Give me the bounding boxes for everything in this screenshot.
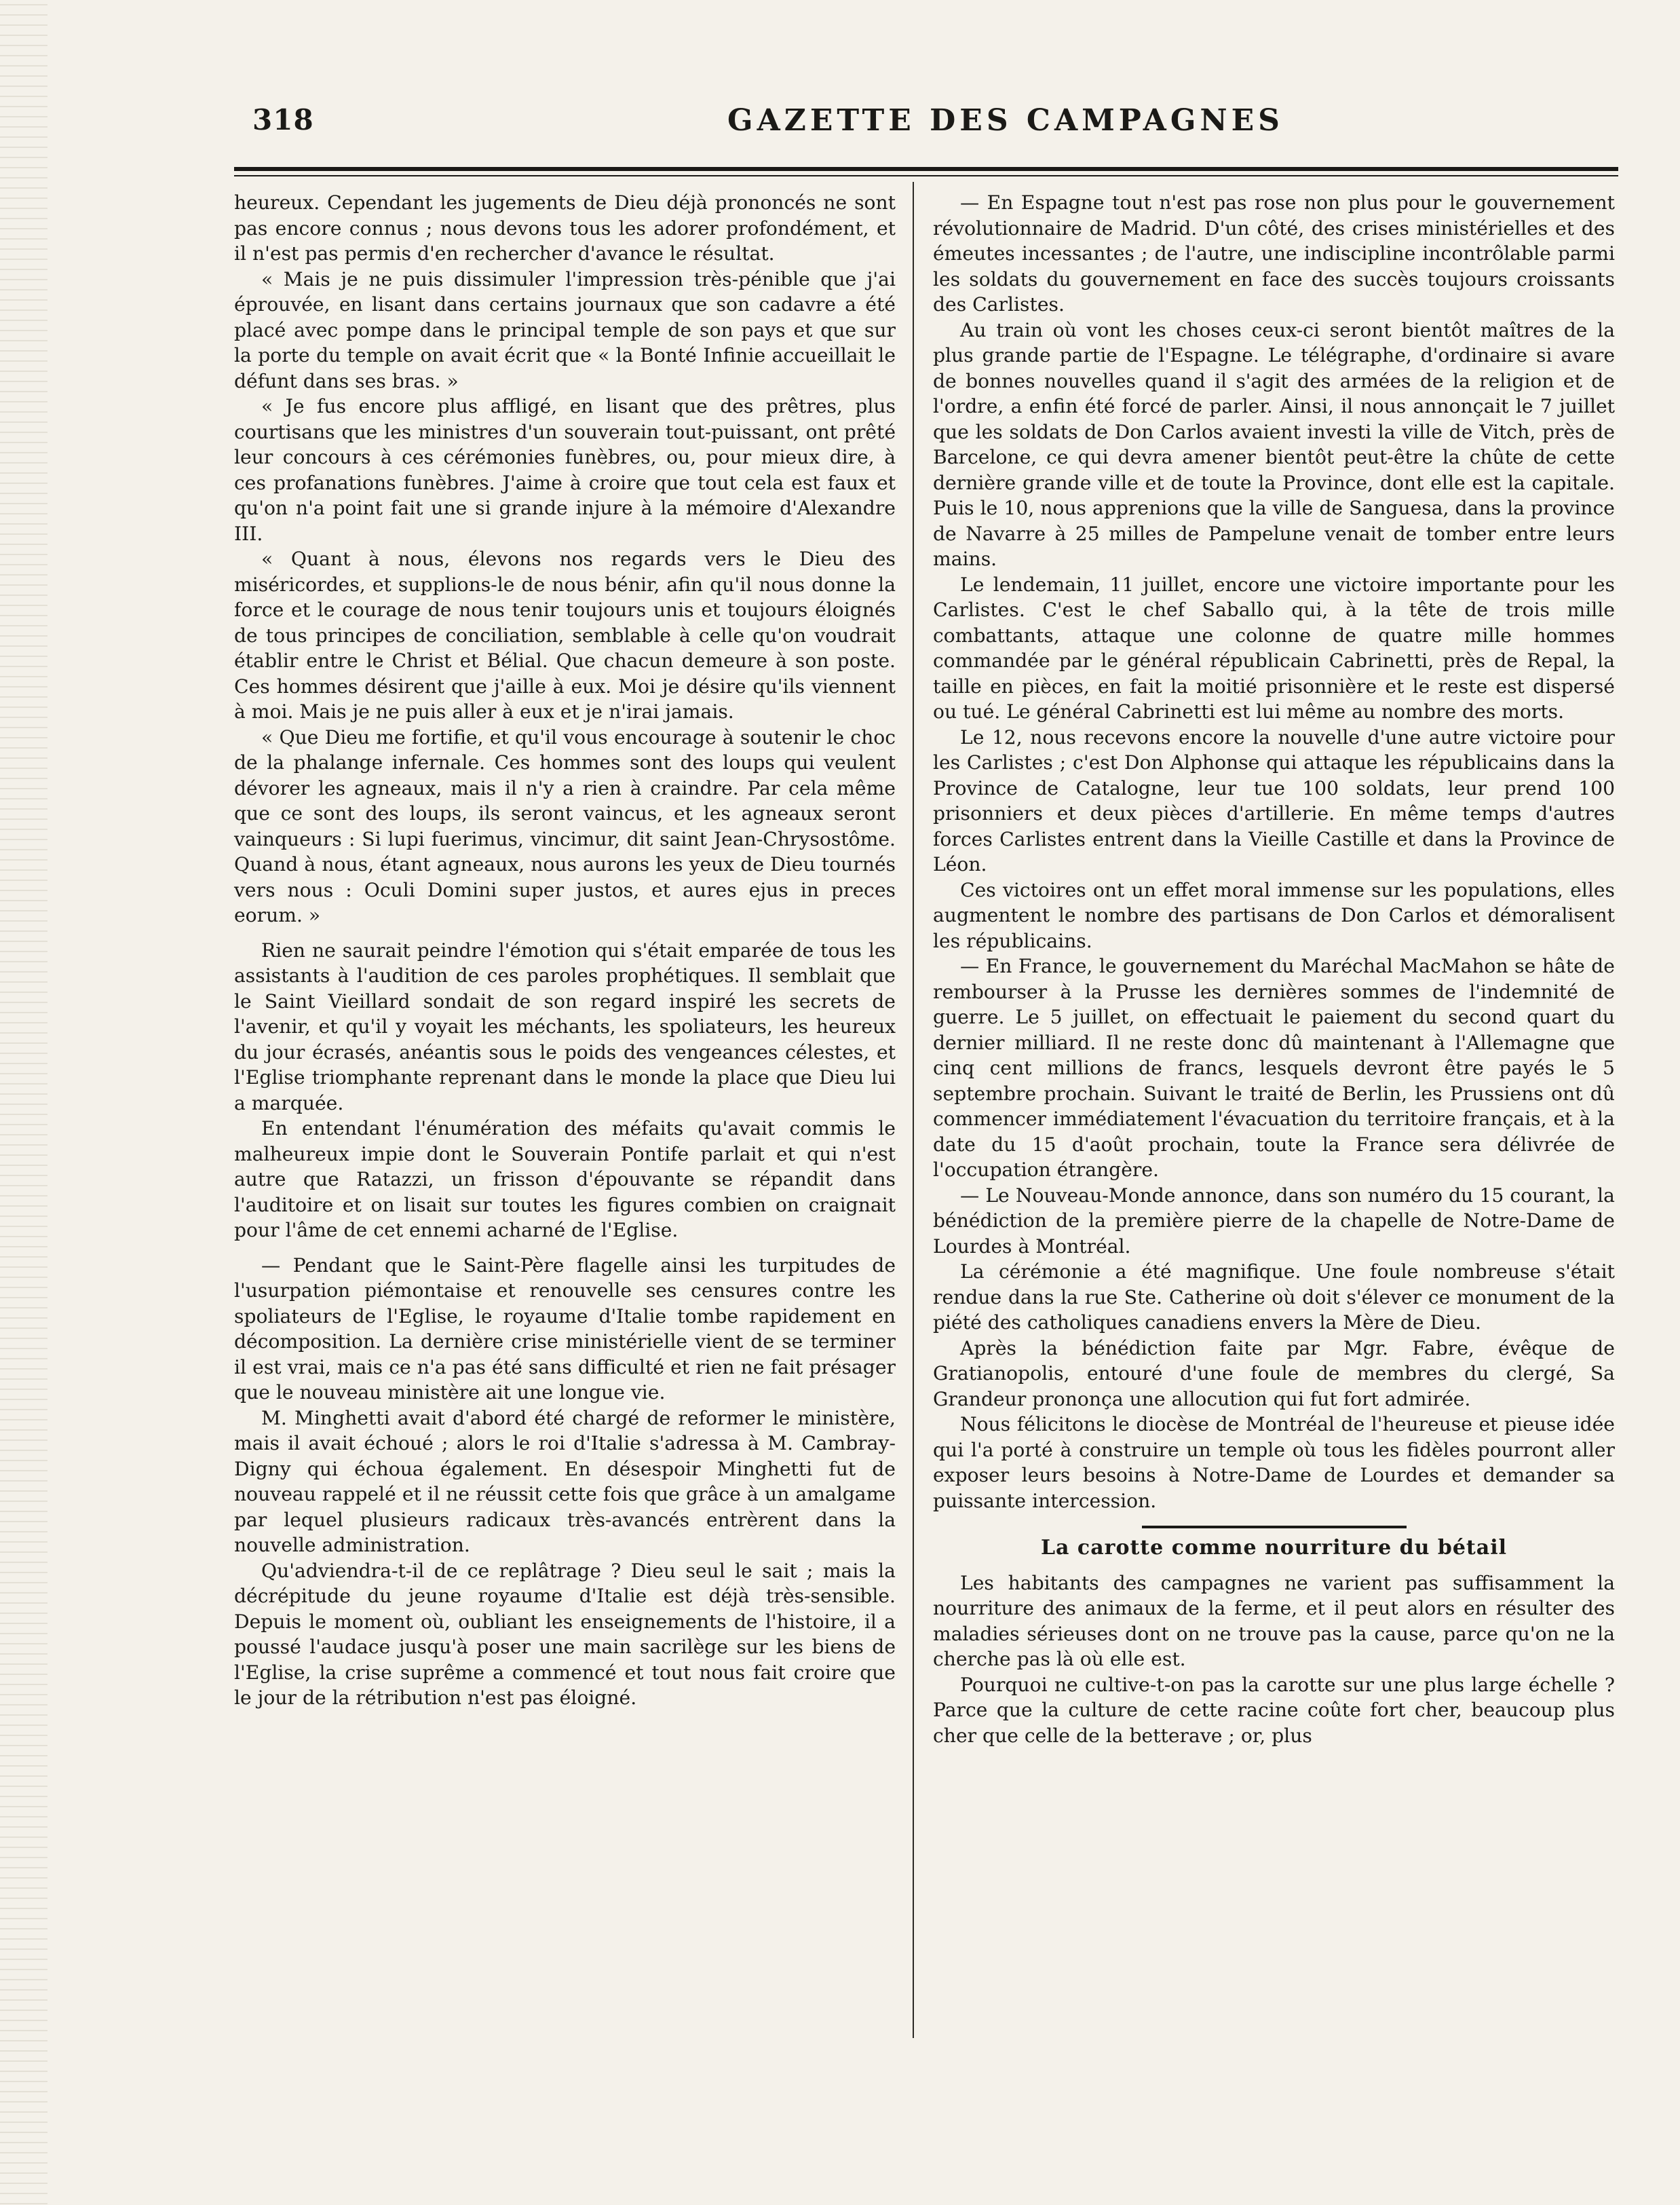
paragraph: Rien ne saurait peindre l'émotion qui s'était emparée de tous les assistants à l'audition de ces paroles prophétiques. Il semblait que le Saint Vieillard sondait de son regard inspiré les secrets de l'avenir, et qu'il y voyait les méchants, les spoliateurs, les heureux du jour écrasés, anéantis sous le poids des vengeances célestes, et l'Eglise triomphante reprenant dans le monde la place que Dieu lui a marquée.	[234, 939, 896, 1114]
paragraph: Ces victoires ont un effet moral immense sur les populations, elles augmentent le nombre des partisans de Don Carlos et démoralisent les républicains.	[933, 878, 1615, 952]
header-rule-thin	[234, 175, 1618, 176]
paragraph: Les habitants des campagnes ne varient pas suffisamment la nourriture des animaux de la ferme, et il peut alors en résulter des maladies sérieuses dont on ne trouve pas la cause, parce qu'on ne la cherche pas là où elle est.	[933, 1571, 1615, 1670]
paragraph: — En France, le gouvernement du Maréchal MacMahon se hâte de rembourser à la Prusse les dernières sommes de l'indemnité de guerre. Le 5 juillet, on effectuait le paiement du second quart du dernier milliard. Il ne reste donc dû maintenant à l'Allemagne que cinq cent millions de francs, lesquels devront être payés le 5 septembre prochain. Suivant le traité de Berlin, les Prussiens ont dû commencer immédiatement l'évacuation du territoire français, et à la date du 15 d'août prochain, toute la France sera délivrée de l'occupation étrangère.	[933, 955, 1615, 1181]
scan-edge-noise	[0, 0, 47, 2205]
paragraph: — Le Nouveau-Monde annonce, dans son numéro du 15 courant, la bénédiction de la première pierre de la chapelle de Notre-Dame de Lourdes à Montréal.	[933, 1184, 1615, 1258]
paragraph: — En Espagne tout n'est pas rose non plus pour le gouvernement révolutionnaire de Madrid. D'un côté, des crises ministérielles et des émeutes incessantes ; de l'autre, une indiscipline incontrôlable parmi les soldats du gouvernement en face des succès toujours croissants des Carlistes.	[933, 191, 1615, 316]
paragraph: Pourquoi ne cultive-t-on pas la carotte sur une plus large échelle ? Parce que la culture de cette racine coûte fort cher, beaucoup plus cher que celle de la betterave ; or, plus	[933, 1673, 1615, 1747]
paragraph: En entendant l'énumération des méfaits qu'avait commis le malheureux impie dont le Souverain Pontife parlait et qui n'est autre que Ratazzi, un frisson d'épouvante se répandit dans l'auditoire et on lisait sur toutes les figures combien on craignait pour l'âme de cet ennemi acharné de l'Eglise.	[234, 1117, 896, 1241]
section-rule	[1142, 1526, 1407, 1528]
paragraph: La cérémonie a été magnifique. Une foule nombreuse s'était rendue dans la rue Ste. Catherine où doit s'élever ce monument de la piété des catholiques canadiens envers la Mère de Dieu.	[933, 1260, 1615, 1334]
right-column	[933, 190, 1615, 1748]
paragraph: « Je fus encore plus affligé, en lisant que des prêtres, plus courtisans que les ministres d'un souverain tout-puissant, ont prêté leur concours à ces cérémonies funèbres, ou, pour mieux dire, à ces profanations funèbres. J'aime à croire que tout cela est faux et qu'on n'a point fait une si grande injure à la mémoire d'Alexandre III.	[234, 395, 896, 545]
paragraph: M. Minghetti avait d'abord été chargé de reformer le ministère, mais il avait échoué ; alors le roi d'Italie s'adressa à M. Cambray-Digny qui échoua également. En désespoir Minghetti fut de nouveau rappelé et il ne réussit cette fois que grâce à un amalgame par lequel plusieurs radicaux très-avancés entrèrent dans la nouvelle administration.	[234, 1406, 896, 1556]
paragraph: Le 12, nous recevons encore la nouvelle d'une autre victoire pour les Carlistes ; c'est Don Alphonse qui attaque les républicains dans la Province de Catalogne, leur tue 100 soldats, leur prend 100 prisonniers et deux pièces d'artillerie. En même temps d'autres forces Carlistes entrent dans la Vieille Castille et dans la Province de Léon.	[933, 725, 1615, 875]
running-title: GAZETTE DES CAMPAGNES	[727, 103, 1284, 138]
section-heading: La carotte comme nourriture du bétail	[1040, 1536, 1508, 1560]
paragraph: « Mais je ne puis dissimuler l'impression très-pénible que j'ai éprouvée, en lisant dans certains journaux que son cadavre a été placé avec pompe dans le principal temple de son pays et que sur la porte du temple on avait écrit que « la Bonté Infinie accueillait le défunt dans ses bras. »	[234, 267, 896, 392]
page-number: 318	[252, 103, 314, 136]
paragraph: Nous félicitons le diocèse de Montréal de l'heureuse et pieuse idée qui l'a porté à construire un temple où tous les fidèles pourront aller exposer leurs besoins à Notre-Dame de Lourdes et demander sa puissante intercession.	[933, 1413, 1615, 1512]
header-rule	[234, 167, 1618, 171]
paragraph: Qu'adviendra-t-il de ce replâtrage ? Dieu seul le sait ; mais la décrépitude du jeune royaume d'Italie est déjà très-sensible. Depuis le moment où, oubliant les enseignements de l'histoire, il a poussé l'audace jusqu'à poser une main sacrilège sur les biens de l'Eglise, la crise suprême a commencé et tout nous fait croire que le jour de la rétribution n'est pas éloigné.	[234, 1559, 896, 1709]
paragraph: — Pendant que le Saint-Père flagelle ainsi les turpitudes de l'usurpation piémontaise et renouvelle ses censures contre les spoliateurs de l'Eglise, le royaume d'Italie tombe rapidement en décomposition. La dernière crise ministérielle vient de se terminer il est vrai, mais ce n'a pas été sans difficulté et rien ne fait présager que le nouveau ministère ait une longue vie.	[234, 1254, 896, 1403]
left-column	[234, 190, 896, 1711]
page-header	[252, 103, 1616, 151]
paragraph: heureux. Cependant les jugements de Dieu déjà prononcés ne sont pas encore connus ; nous devons tous les adorer profondément, et il n'est pas permis d'en rechercher d'avance le résultat.	[234, 191, 896, 265]
paragraph: Au train où vont les choses ceux-ci seront bientôt maîtres de la plus grande partie de l'Espagne. Le télégraphe, d'ordinaire si avare de bonnes nouvelles quand il s'agit des armées de la religion et de l'ordre, a enfin été forcé de parler. Ainsi, il nous annonçait le 7 juillet que les soldats de Don Carlos avaient investi la ville de Vitch, près de Barcelone, ce qui devra amener bientôt peut-être la chûte de cette dernière grande ville et de toute la Province, dont elle est la capitale. Puis le 10, nous apprenions que la ville de Sanguesa, dans la province de Navarre à 25 milles de Pampelune venait de tomber entre leurs mains.	[933, 318, 1615, 570]
paragraph: « Quant à nous, élevons nos regards vers le Dieu des miséricordes, et supplions-le de nous bénir, afin qu'il nous donne la force et le courage de nous tenir toujours unis et toujours éloignés de tous principes de conciliation, semblable à celle qu'on voudrait établir entre le Christ et Bélial. Que chacun demeure à son poste. Ces hommes désirent que j'aille à eux. Moi je désire qu'ils viennent à moi. Mais je ne puis aller à eux et je n'irai jamais.	[234, 548, 896, 723]
paragraph: Après la bénédiction faite par Mgr. Fabre, évêque de Gratianopolis, entouré d'une foule de membres du clergé, Sa Grandeur prononça une allocution qui fut fort admirée.	[933, 1336, 1615, 1410]
paragraph: Le lendemain, 11 juillet, encore une victoire importante pour les Carlistes. C'est le chef Saballo qui, à la tête de trois mille combattants, attaque une colonne de quatre mille hommes commandée par le général républicain Cabrinetti, près de Repal, la taille en pièces, en fait la moitié prisonnière et le reste est dispersé ou tué. Le général Cabrinetti est lui même au nombre des morts.	[933, 573, 1615, 723]
paragraph: « Que Dieu me fortifie, et qu'il vous encourage à soutenir le choc de la phalange infernale. Ces hommes sont des loups qui veulent dévorer les agneaux, mais il n'y a rien à craindre. Par cela même que ce sont des loups, ils seront vaincus, et les agneaux seront vainqueurs : Si lupi fuerimus, vincimur, dit saint Jean-Chrysostôme. Quand à nous, étant agneaux, nous aurons les yeux de Dieu tournés vers nous : Oculi Domini super justos, et aures ejus in preces eorum. »	[234, 725, 896, 926]
column-divider	[913, 182, 914, 2038]
